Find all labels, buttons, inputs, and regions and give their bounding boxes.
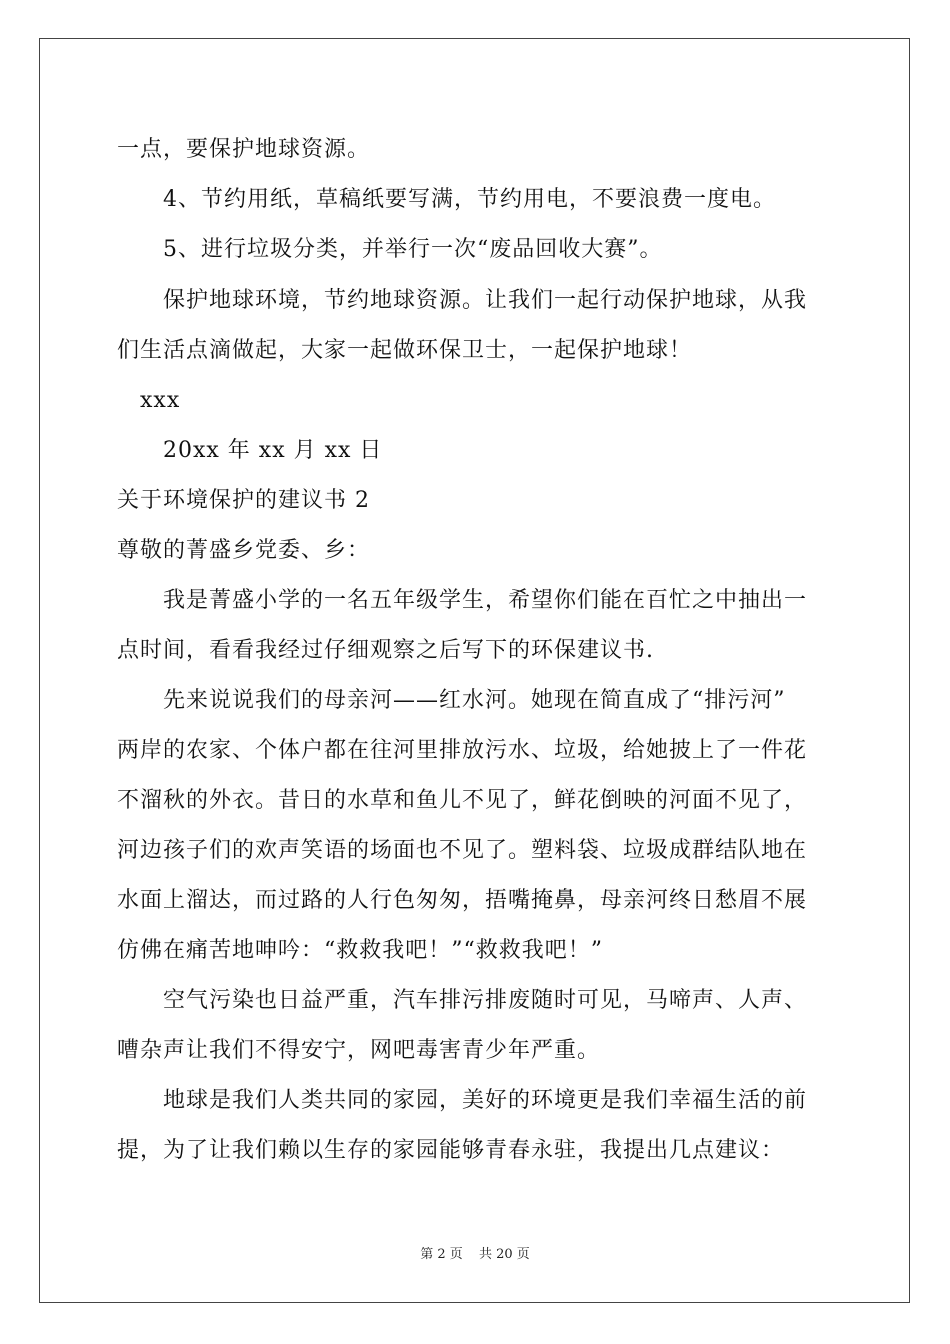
text-line: 点时间，看看我经过仔细观察之后写下的环保建议书. bbox=[117, 638, 654, 663]
text-line: 仿佛在痛苦地呻吟：“救救我吧！”“救救我吧！” bbox=[117, 938, 603, 963]
text-line: 提，为了让我们赖以生存的家园能够青春永驻，我提出几点建议： bbox=[117, 1138, 785, 1163]
text-line: 不溜秋的外衣。昔日的水草和鱼儿不见了，鲜花倒映的河面不见了， bbox=[117, 788, 808, 813]
salutation: 尊敬的菁盛乡党委、乡： bbox=[117, 538, 371, 563]
text-line: 两岸的农家、个体户都在往河里排放污水、垃圾，给她披上了一件花 bbox=[117, 738, 808, 763]
text-line: 水面上溜达，而过路的人行色匆匆，捂嘴掩鼻，母亲河终日愁眉不展 bbox=[117, 888, 808, 913]
text-line: 5、进行垃圾分类，并举行一次“废品回收大赛”。 bbox=[163, 237, 663, 262]
page-total: 共 20 页 bbox=[478, 1247, 530, 1262]
text-line: 4、节约用纸，草稿纸要写满，节约用电，不要浪费一度电。 bbox=[163, 187, 776, 212]
text-line: 们生活点滴做起，大家一起做环保卫士，一起保护地球！ bbox=[117, 338, 693, 363]
section-title: 关于环境保护的建议书 2 bbox=[117, 488, 370, 513]
text-line: 我是菁盛小学的一名五年级学生，希望你们能在百忙之中抽出一 bbox=[163, 588, 808, 613]
text-line: 河边孩子们的欢声笑语的场面也不见了。塑料袋、垃圾成群结队地在 bbox=[117, 838, 808, 863]
text-line: 保护地球环境，节约地球资源。让我们一起行动保护地球，从我 bbox=[163, 288, 808, 313]
text-line: 空气污染也日益严重，汽车排污排废随时可见，马啼声、人声、 bbox=[163, 988, 808, 1013]
text-line: 先来说说我们的母亲河——红水河。她现在简直成了“排污河” bbox=[163, 688, 786, 713]
page-footer bbox=[0, 1246, 950, 1264]
page-number: 第 2 页 bbox=[420, 1247, 463, 1262]
text-line: 一点，要保护地球资源。 bbox=[117, 137, 371, 162]
date-line: 20xx 年 xx 月 xx 日 bbox=[163, 438, 383, 463]
text-line: 嘈杂声让我们不得安宁，网吧毒害青少年严重。 bbox=[117, 1038, 601, 1063]
signature-line: xxx bbox=[140, 388, 181, 413]
text-line: 地球是我们人类共同的家园，美好的环境更是我们幸福生活的前 bbox=[163, 1088, 808, 1113]
